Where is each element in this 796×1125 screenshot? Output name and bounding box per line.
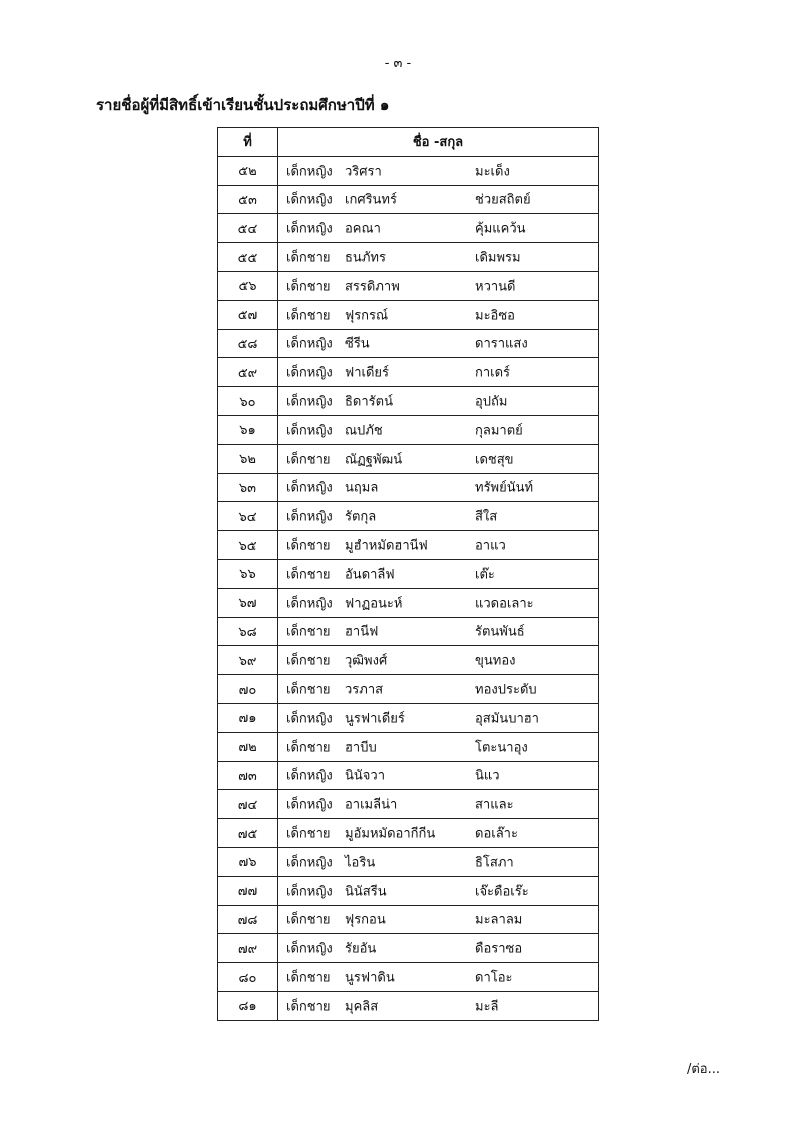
row-full-name bbox=[278, 559, 599, 588]
row-full-name bbox=[278, 156, 599, 185]
table-row bbox=[218, 300, 599, 329]
row-number: ๗๙ bbox=[218, 934, 278, 963]
row-full-name bbox=[278, 415, 599, 444]
name-prefix: เด็กหญิง bbox=[286, 221, 333, 237]
table-row bbox=[218, 156, 599, 185]
last-name: ดอเล๊าะ bbox=[475, 826, 518, 842]
table-row bbox=[218, 646, 599, 675]
last-name: อุปถัม bbox=[475, 394, 508, 410]
table-row bbox=[218, 876, 599, 905]
row-full-name bbox=[278, 444, 599, 473]
first-name: ซีรีน bbox=[345, 336, 370, 352]
row-full-name bbox=[278, 329, 599, 358]
first-name: อคณา bbox=[345, 221, 381, 237]
table-row bbox=[218, 473, 599, 502]
table-row bbox=[218, 531, 599, 560]
row-full-name bbox=[278, 473, 599, 502]
row-number: ๕๗ bbox=[218, 300, 278, 329]
row-full-name bbox=[278, 675, 599, 704]
first-name: ฟาฏอนะห์ bbox=[345, 596, 403, 612]
table-row bbox=[218, 675, 599, 704]
row-number: ๗๐ bbox=[218, 675, 278, 704]
row-full-name bbox=[278, 271, 599, 300]
first-name: สรรดิภาพ bbox=[345, 279, 400, 295]
name-prefix: เด็กชาย bbox=[286, 624, 331, 640]
row-number: ๗๕ bbox=[218, 819, 278, 848]
row-number: ๕๔ bbox=[218, 214, 278, 243]
first-name: นฤมล bbox=[345, 480, 379, 496]
name-prefix: เด็กหญิง bbox=[286, 711, 333, 727]
last-name: อุสมันบาฮา bbox=[475, 711, 539, 727]
name-prefix: เด็กชาย bbox=[286, 682, 331, 698]
first-name: ฟุรกอน bbox=[345, 912, 386, 928]
table-row bbox=[218, 905, 599, 934]
table-body bbox=[218, 156, 599, 1020]
name-prefix: เด็กชาย bbox=[286, 250, 331, 266]
first-name: รัยอัน bbox=[345, 941, 377, 957]
name-prefix: เด็กชาย bbox=[286, 538, 331, 554]
name-prefix: เด็กหญิง bbox=[286, 509, 333, 525]
last-name: เดิมพรม bbox=[475, 250, 521, 266]
table-row bbox=[218, 588, 599, 617]
row-number: ๘๑ bbox=[218, 991, 278, 1020]
name-prefix: เด็กหญิง bbox=[286, 596, 333, 612]
row-full-name bbox=[278, 300, 599, 329]
table-row bbox=[218, 991, 599, 1020]
table-row bbox=[218, 703, 599, 732]
last-name: กุลมาตย์ bbox=[475, 423, 523, 439]
row-full-name bbox=[278, 214, 599, 243]
table-row bbox=[218, 185, 599, 214]
last-name: ทองประดับ bbox=[475, 682, 537, 698]
row-number: ๕๒ bbox=[218, 156, 278, 185]
last-name: รัตนพันธ์ bbox=[475, 624, 525, 640]
first-name: อันดาลีฟ bbox=[345, 567, 395, 583]
last-name: ขุนทอง bbox=[475, 653, 516, 669]
continued-label: /ต่อ... bbox=[686, 1062, 720, 1077]
last-name: แวดอเลาะ bbox=[475, 596, 534, 612]
table-row bbox=[218, 444, 599, 473]
table-row bbox=[218, 819, 599, 848]
last-name: ช่วยสถิตย์ bbox=[475, 192, 531, 208]
row-full-name bbox=[278, 531, 599, 560]
row-number: ๕๖ bbox=[218, 271, 278, 300]
row-full-name bbox=[278, 847, 599, 876]
first-name: มูอัมหมัดอากีกีน bbox=[345, 826, 436, 842]
name-prefix: เด็กหญิง bbox=[286, 884, 333, 900]
student-roster-table bbox=[217, 127, 599, 1021]
name-prefix: เด็กหญิง bbox=[286, 855, 333, 871]
row-number: ๗๗ bbox=[218, 876, 278, 905]
first-name: วรภาส bbox=[345, 682, 384, 698]
last-name: สีใส bbox=[475, 509, 498, 525]
name-prefix: เด็กชาย bbox=[286, 653, 331, 669]
last-name: คุ้มแคว้น bbox=[475, 221, 526, 237]
row-number: ๖๗ bbox=[218, 588, 278, 617]
first-name: ณัฏฐพัฒน์ bbox=[345, 452, 403, 468]
first-name: ฟาเดียร์ bbox=[345, 365, 389, 381]
last-name: อาแว bbox=[475, 538, 506, 554]
last-name: กาเดร์ bbox=[475, 365, 511, 381]
row-full-name bbox=[278, 905, 599, 934]
row-full-name bbox=[278, 732, 599, 761]
last-name: มะเด็ง bbox=[475, 164, 510, 180]
table-row bbox=[218, 415, 599, 444]
last-name: มะลี bbox=[475, 999, 499, 1015]
page-number: - ๓ - bbox=[384, 56, 412, 71]
row-full-name bbox=[278, 185, 599, 214]
first-name: นูรฟาเดียร์ bbox=[345, 711, 405, 727]
name-prefix: เด็กชาย bbox=[286, 970, 331, 986]
row-full-name bbox=[278, 502, 599, 531]
row-full-name bbox=[278, 243, 599, 272]
last-name: ทรัพย์นันท์ bbox=[475, 480, 534, 496]
name-prefix: เด็กชาย bbox=[286, 279, 331, 295]
first-name: วริศรา bbox=[345, 164, 382, 180]
last-name: สาและ bbox=[475, 797, 514, 813]
row-number: ๗๑ bbox=[218, 703, 278, 732]
table-row bbox=[218, 963, 599, 992]
row-number: ๖๔ bbox=[218, 502, 278, 531]
last-name: เจ๊ะดือเร๊ะ bbox=[475, 884, 529, 900]
row-number: ๖๘ bbox=[218, 617, 278, 646]
first-name: ฮานีฟ bbox=[345, 624, 379, 640]
row-full-name bbox=[278, 876, 599, 905]
row-full-name bbox=[278, 963, 599, 992]
table-row bbox=[218, 790, 599, 819]
first-name: ธิดารัตน์ bbox=[345, 394, 393, 410]
table-row bbox=[218, 329, 599, 358]
first-name: นูรฟาดิน bbox=[345, 970, 395, 986]
row-full-name bbox=[278, 934, 599, 963]
name-prefix: เด็กหญิง bbox=[286, 768, 333, 784]
first-name: นินัจวา bbox=[345, 768, 385, 784]
name-prefix: เด็กหญิง bbox=[286, 192, 333, 208]
table-row bbox=[218, 243, 599, 272]
row-number: ๕๙ bbox=[218, 358, 278, 387]
row-full-name bbox=[278, 617, 599, 646]
row-full-name bbox=[278, 761, 599, 790]
row-number: ๘๐ bbox=[218, 963, 278, 992]
last-name: ดือราซอ bbox=[475, 941, 523, 957]
row-number: ๗๓ bbox=[218, 761, 278, 790]
row-full-name bbox=[278, 819, 599, 848]
table-row bbox=[218, 387, 599, 416]
row-number: ๗๒ bbox=[218, 732, 278, 761]
table-row bbox=[218, 934, 599, 963]
last-name: ดาราแสง bbox=[475, 336, 528, 352]
table-row bbox=[218, 847, 599, 876]
table-row bbox=[218, 761, 599, 790]
row-number: ๕๕ bbox=[218, 243, 278, 272]
last-name: มะลาลม bbox=[475, 912, 523, 928]
row-full-name bbox=[278, 703, 599, 732]
last-name: หวานดี bbox=[475, 279, 516, 295]
first-name: เกศรินทร์ bbox=[345, 192, 397, 208]
header-name: ชื่อ -สกุล bbox=[278, 128, 599, 157]
row-full-name bbox=[278, 588, 599, 617]
table-row bbox=[218, 732, 599, 761]
table-row bbox=[218, 617, 599, 646]
first-name: ไอริน bbox=[345, 855, 376, 871]
table-header-row bbox=[218, 128, 599, 157]
first-name: อาเมลีน่า bbox=[345, 797, 398, 813]
name-prefix: เด็กชาย bbox=[286, 567, 331, 583]
name-prefix: เด็กชาย bbox=[286, 912, 331, 928]
row-full-name bbox=[278, 358, 599, 387]
first-name: มุคลิส bbox=[345, 999, 379, 1015]
name-prefix: เด็กหญิง bbox=[286, 336, 333, 352]
name-prefix: เด็กชาย bbox=[286, 308, 331, 324]
table-row bbox=[218, 214, 599, 243]
document-title: รายชื่อผู้ที่มีสิทธิ์เข้าเรียนชั้นประถมศึกษาปีที่ ๑ bbox=[96, 96, 390, 114]
first-name: วุฒิพงศ์ bbox=[345, 653, 388, 669]
row-full-name bbox=[278, 387, 599, 416]
table-row bbox=[218, 559, 599, 588]
name-prefix: เด็กหญิง bbox=[286, 797, 333, 813]
row-number: ๖๕ bbox=[218, 531, 278, 560]
name-prefix: เด็กหญิง bbox=[286, 365, 333, 381]
row-number: ๕๘ bbox=[218, 329, 278, 358]
table-row bbox=[218, 271, 599, 300]
last-name: ดาโอะ bbox=[475, 970, 513, 986]
row-number: ๖๐ bbox=[218, 387, 278, 416]
last-name: ธิโสภา bbox=[475, 855, 514, 871]
last-name: โตะนาอุง bbox=[475, 740, 528, 756]
name-prefix: เด็กหญิง bbox=[286, 394, 333, 410]
last-name: นิแว bbox=[475, 768, 500, 784]
first-name: มูฮำหมัดฮานีฟ bbox=[345, 538, 428, 554]
name-prefix: เด็กหญิง bbox=[286, 164, 333, 180]
name-prefix: เด็กหญิง bbox=[286, 480, 333, 496]
name-prefix: เด็กชาย bbox=[286, 452, 331, 468]
table-row bbox=[218, 502, 599, 531]
name-prefix: เด็กชาย bbox=[286, 740, 331, 756]
name-prefix: เด็กชาย bbox=[286, 826, 331, 842]
row-number: ๖๙ bbox=[218, 646, 278, 675]
first-name: นินัสรีน bbox=[345, 884, 387, 900]
name-prefix: เด็กหญิง bbox=[286, 423, 333, 439]
last-name: เต๊ะ bbox=[475, 567, 495, 583]
row-full-name bbox=[278, 991, 599, 1020]
name-prefix: เด็กชาย bbox=[286, 999, 331, 1015]
row-number: ๗๔ bbox=[218, 790, 278, 819]
row-full-name bbox=[278, 790, 599, 819]
header-number: ที่ bbox=[218, 128, 278, 157]
last-name: เดชสุข bbox=[475, 452, 514, 468]
first-name: รัตกุล bbox=[345, 509, 377, 525]
first-name: ณปภัช bbox=[345, 423, 383, 439]
table-row bbox=[218, 358, 599, 387]
first-name: ธนภัทร bbox=[345, 250, 386, 266]
row-number: ๖๒ bbox=[218, 444, 278, 473]
name-prefix: เด็กหญิง bbox=[286, 941, 333, 957]
row-full-name bbox=[278, 646, 599, 675]
row-number: ๖๑ bbox=[218, 415, 278, 444]
first-name: ฮาบีบ bbox=[345, 740, 377, 756]
row-number: ๖๓ bbox=[218, 473, 278, 502]
row-number: ๗๖ bbox=[218, 847, 278, 876]
row-number: ๖๖ bbox=[218, 559, 278, 588]
first-name: ฟุรกรณ์ bbox=[345, 308, 389, 324]
row-number: ๗๘ bbox=[218, 905, 278, 934]
last-name: มะอิซอ bbox=[475, 308, 515, 324]
row-number: ๕๓ bbox=[218, 185, 278, 214]
